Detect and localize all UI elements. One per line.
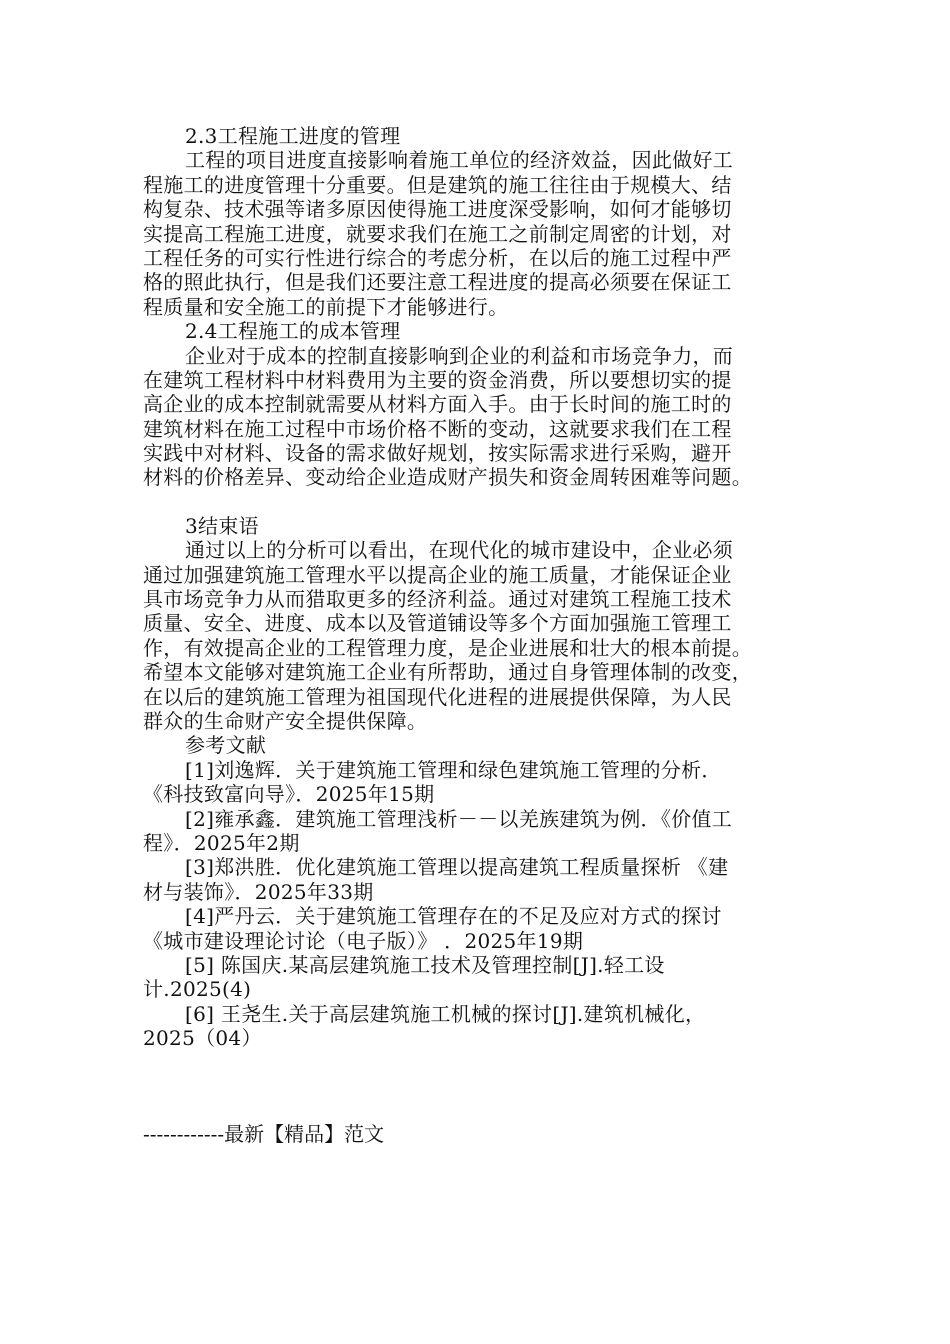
section-heading-conclusion: 3结束语 bbox=[185, 513, 259, 538]
reference-item-4: [4]严丹云．关于建筑施工管理存在的不足及应对方式的探讨 bbox=[185, 904, 722, 929]
paragraph-line: 希望本文能够对建筑施工企业有所帮助，通过自身管理体制的改变， bbox=[143, 660, 752, 685]
paragraph-line: 通过加强建筑施工管理水平以提高企业的施工质量，才能保证企业 bbox=[143, 562, 732, 587]
paragraph-line: 高企业的成本控制就需要从材料方面入手。由于长时间的施工时的 bbox=[143, 392, 732, 417]
reference-item-6: [6] 王尧生.关于高层建筑施工机械的探讨[J].建筑机械化， bbox=[185, 1001, 706, 1026]
paragraph-line: 建筑材料在施工过程中市场价格不断的变动，这就要求我们在工程 bbox=[143, 416, 732, 441]
reference-item-6-cont: 2025（04） bbox=[143, 1026, 262, 1051]
paragraph-line: 通过以上的分析可以看出，在现代化的城市建设中，企业必须 bbox=[185, 538, 734, 563]
reference-item-3-cont: 材与装饰》．2025年33期 bbox=[143, 879, 374, 904]
reference-item-4-cont: 《城市建设理论讨论（电子版）》 ．2025年19期 bbox=[143, 928, 584, 953]
paragraph-line: 在建筑工程材料中材料费用为主要的资金消费，所以要想切实的提 bbox=[143, 367, 732, 392]
reference-item-2-cont: 程》．2025年2期 bbox=[143, 830, 300, 855]
section-heading-2-4: 2.4工程施工的成本管理 bbox=[185, 319, 401, 344]
paragraph-line: 工程任务的可实行性进行综合的考虑分析，在以后的施工过程中严 bbox=[143, 245, 732, 270]
paragraph-line: 实践中对材料、设备的需求做好规划，按实际需求进行采购，避开 bbox=[143, 441, 732, 466]
reference-item-1: [1]刘逸辉．关于建筑施工管理和绿色建筑施工管理的分析． bbox=[185, 757, 722, 782]
section-heading-2-3: 2.3工程施工进度的管理 bbox=[185, 124, 401, 148]
paragraph-line: 格的照此执行，但是我们还要注意工程进度的提高必须要在保证工 bbox=[143, 270, 732, 295]
paragraph-line: 质量、安全、进度、成本以及管道铺设等多个方面加强施工管理工 bbox=[143, 611, 732, 636]
paragraph-line: 作，有效提高企业的工程管理力度，是企业进展和壮大的根本前提。 bbox=[143, 635, 752, 660]
reference-item-2: [2]雍承鑫．建筑施工管理浅析－－以羌族建筑为例．《价值工 bbox=[185, 806, 733, 831]
paragraph-line: 工程的项目进度直接影响着施工单位的经济效益，因此做好工 bbox=[185, 148, 734, 173]
document-body bbox=[143, 124, 808, 1050]
paragraph-line: 构复杂、技术强等诸多原因使得施工进度深受影响，如何才能够切 bbox=[143, 197, 732, 222]
reference-item-1-cont: 《科技致富向导》．2025年15期 bbox=[143, 782, 435, 807]
paragraph-line: 企业对于成本的控制直接影响到企业的利益和市场竞争力，而 bbox=[185, 343, 734, 368]
reference-item-5: [5] 陈国庆.某高层建筑施工技术及管理控制[J].轻工设 bbox=[185, 952, 665, 977]
paragraph-line: 在以后的建筑施工管理为祖国现代化进程的进展提供保障，为人民 bbox=[143, 684, 732, 709]
references-heading: 参考文献 bbox=[185, 733, 267, 758]
paragraph-gap bbox=[143, 490, 808, 514]
paragraph-line: 材料的价格差异、变动给企业造成财产损失和资金周转困难等问题。 bbox=[143, 465, 752, 490]
footer-tagline: ------------最新【精品】范文 bbox=[143, 1122, 385, 1146]
paragraph-line: 程施工的进度管理十分重要。但是建筑的施工往往由于规模大、结 bbox=[143, 172, 732, 197]
paragraph-line: 具市场竞争力从而猎取更多的经济利益。通过对建筑工程施工技术 bbox=[143, 587, 732, 612]
paragraph-line: 实提高工程施工进度，就要求我们在施工之前制定周密的计划，对 bbox=[143, 221, 732, 246]
reference-item-5-cont: 计.2025(4) bbox=[143, 977, 252, 1002]
paragraph-line: 程质量和安全施工的前提下才能够进行。 bbox=[143, 294, 509, 319]
reference-item-3: [3]郑洪胜．优化建筑施工管理以提高建筑工程质量探析 《建 bbox=[185, 855, 729, 880]
paragraph-line: 群众的生命财产安全提供保障。 bbox=[143, 708, 428, 733]
